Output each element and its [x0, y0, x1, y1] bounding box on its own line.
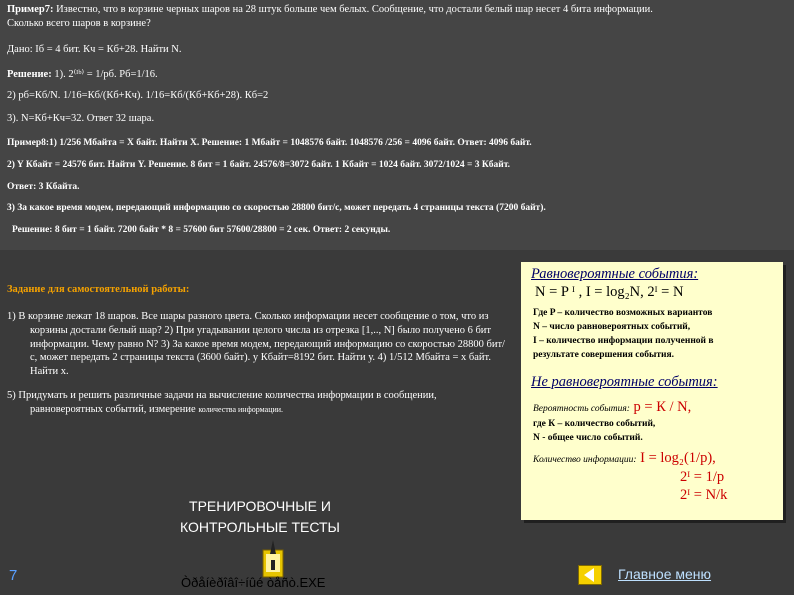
back-arrow-icon[interactable] [578, 565, 602, 585]
example-7-line-1 [7, 3, 653, 17]
solution-label: Решение: [7, 69, 52, 80]
non-equiprobable-title: Не равновероятные события: [531, 374, 718, 390]
equiprobable-note-3: I – количество информации полученной в [533, 336, 714, 346]
self-study-tasks [7, 283, 512, 427]
information-formula-1: I = log₂(1/p), [636, 450, 716, 466]
example-8-answer: Ответ: 3 Кбайта. [7, 182, 80, 192]
example-7-text: Известно, что в корзине черных шаров на 28 штук больше чем белых. Сообщение, что достали белый шар несет 4 бита информации. [53, 4, 653, 15]
given-line: Дано: Iб = 4 бит. Кч = Кб+28. Найти N. [7, 44, 182, 55]
equiprobable-formula: N = P ᴵ , I = log₂N, 2ᴵ = N [535, 284, 684, 300]
equiprobable-note-4: результате совершения события. [533, 350, 675, 360]
information-line [533, 449, 716, 467]
tests-link[interactable]: ТРЕНИРОВОЧНЫЕ И КОНТРОЛЬНЫЕ ТЕСТЫ [180, 498, 340, 535]
task-item-1: 1) В корзине лежат 18 шаров. Все шары разного цвета. Сколько информации несет сообщение о том, что из корзины достали белый шар? 2) При угадывании целого числа из отрезка [1,.., N] было получено 6 бит информации. Чему равно N? 3) За какое время модем, передающий информацию со скоростью 28800 бит/с, может передать 2 страницы текста (3600 байт). у Кбайт=8192 бит. Найти у. 4) 1/512 Мбайта = х байт. Найти х. [7, 310, 505, 378]
example-8-line-4: Решение: 8 бит = 1 байт. 7200 байт * 8 = 57600 бит 57600/28800 = 2 сек. Ответ: 2 секунды. [12, 225, 391, 235]
information-formula-3: 2ᴵ = N/k [680, 487, 728, 503]
probability-label: Вероятность события: [533, 404, 630, 414]
k-note: где К – количество событий, [533, 419, 656, 429]
equiprobable-note-1: Где P – количество возможных вариантов [533, 308, 713, 318]
task-item-5-small-text: количества информации. [198, 405, 284, 415]
example-8-line-2: 2) Y Кбайт = 24576 бит. Найти Y. Решение. 8 бит = 1 байт. 24576/8=3072 байт. 1 Кбайт = 1024 байт. 3072/1024 = 3 Кбайт. [7, 160, 511, 170]
test-program-label[interactable]: Òðåíèðîâî÷íûé òåñò.EXE [181, 575, 326, 590]
example-8-line-3: 3) За какое время модем, передающий информацию со скоростью 28800 бит/с, может передать 4 страницы текста (7200 байт). [7, 203, 546, 213]
task-item-5-text: 5) Придумать и решить различные задачи на вычисление количества информации в сообщении, равновероятных событий, измерение [7, 390, 437, 416]
solution-step-2: 2) рб=Кб/N. 1/16=Кб/(Кб+Кч). 1/16=Кб/(Кб+Кб+28). Кб=2 [7, 90, 269, 101]
information-label: Количество информации: [533, 455, 637, 465]
solution-step-3: 3). N=Кб+Кч=32. Ответ 32 шара. [7, 113, 155, 124]
solution-line [7, 68, 158, 82]
tasks-title: Задание для самостоятельной работы: [7, 284, 190, 295]
n-note: N - общее число событий. [533, 433, 643, 443]
formula-panel [521, 262, 783, 520]
probability-line [533, 398, 691, 416]
example-7-line-2: Сколько всего шаров в корзине? [7, 18, 151, 29]
examples-section [0, 0, 794, 250]
information-formula-2: 2ᴵ = 1/p [680, 469, 725, 485]
main-menu-link[interactable]: Главное меню [618, 566, 712, 582]
equiprobable-title: Равновероятные события: [531, 266, 699, 282]
solution-step-1: 1). 2⁽ᴵᵇ⁾ = 1/рб. Рб=1/16. [51, 69, 158, 80]
example-7-title: Пример7: [7, 4, 54, 15]
task-item-5 [7, 389, 512, 417]
equiprobable-note-2: N – число равновероятных событий, [533, 322, 691, 332]
probability-formula: р = К / N, [629, 399, 692, 415]
test-program-icon[interactable] [262, 540, 284, 578]
example-8-line-1: Пример8:1) 1/256 Мбайта = Х байт. Найти Х. Решение: 1 Мбайт = 1048576 байт. 1048576 /256 = 4096 байт. Ответ: 4096 байт. [7, 138, 532, 148]
page-number: 7 [9, 567, 18, 584]
